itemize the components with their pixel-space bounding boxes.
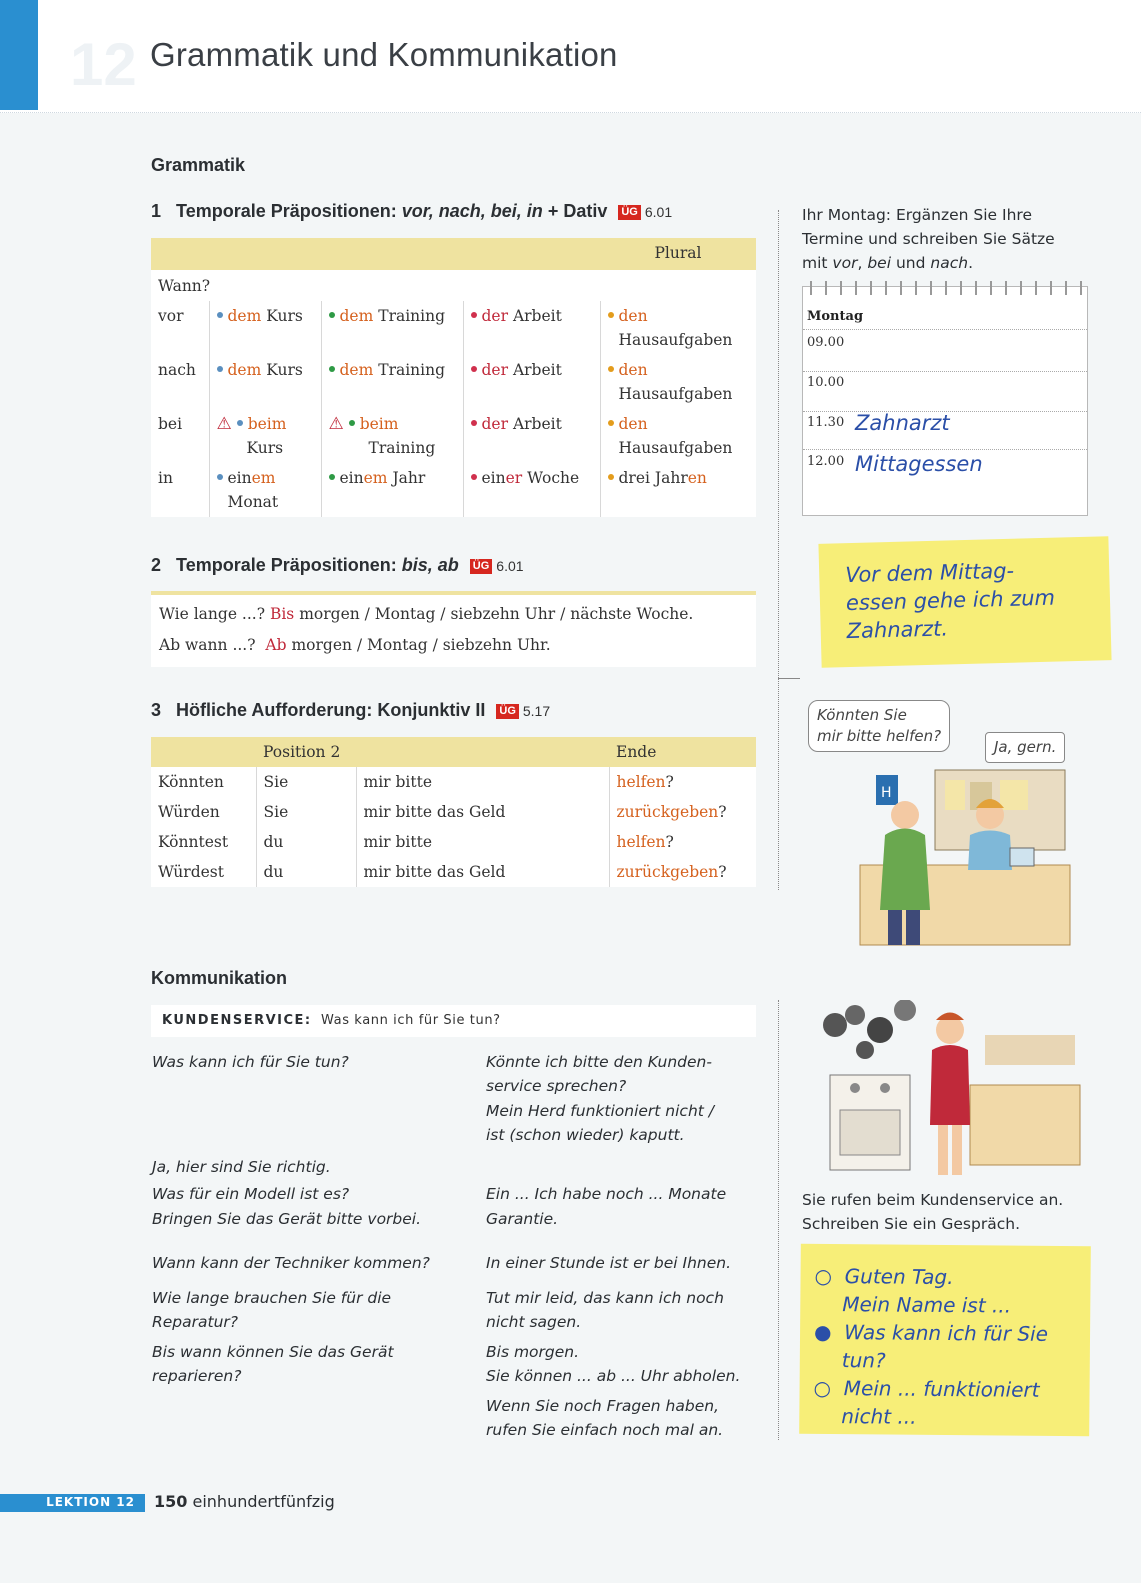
keyword: Ab bbox=[265, 636, 287, 654]
calendar-page bbox=[802, 286, 1088, 516]
ug-badge: ÜG bbox=[618, 205, 641, 220]
bar-text: Was kann ich für Sie tun? bbox=[321, 1013, 501, 1028]
calendar-time: 12.00 bbox=[807, 454, 845, 469]
ug-badge: ÜG bbox=[470, 559, 493, 574]
task-word: bei bbox=[867, 254, 892, 272]
section-title: Höfliche Aufforderung: Konjunktiv II bbox=[176, 700, 486, 720]
grammatik-heading: Grammatik bbox=[151, 155, 246, 175]
phrase: rufen Sie einfach noch mal an. bbox=[486, 1421, 724, 1439]
task-text: und bbox=[895, 254, 926, 272]
article: dem bbox=[227, 361, 262, 379]
prep-cell: vor bbox=[158, 307, 184, 325]
page-title: Grammatik und Kommunikation bbox=[150, 36, 618, 73]
middle: mir bitte das Geld bbox=[356, 797, 609, 827]
phrase: Reparatur? bbox=[152, 1313, 239, 1331]
table-row bbox=[151, 857, 756, 887]
praepositionen-table bbox=[151, 238, 756, 517]
plural-header: Plural bbox=[654, 244, 702, 262]
phrase: Könnte ich bitte den Kunden- bbox=[486, 1053, 712, 1071]
task-line: Schreiben Sie ein Gespräch. bbox=[802, 1215, 1020, 1233]
kundenservice-bar bbox=[151, 1005, 756, 1037]
speech-bubble-clerk: Ja, gern. bbox=[985, 732, 1065, 763]
section-title-words: bis, ab bbox=[401, 555, 459, 575]
subject: du bbox=[256, 827, 356, 857]
subject: Sie bbox=[256, 797, 356, 827]
ug-badge: ÜG bbox=[496, 704, 519, 719]
task-word: vor bbox=[832, 254, 858, 272]
phrase: Was für ein Modell ist es? bbox=[152, 1185, 350, 1203]
task-text: . bbox=[968, 254, 973, 272]
verb: Würden bbox=[158, 803, 220, 821]
task-line: Ihr Montag: Ergänzen Sie Ihre bbox=[802, 206, 1032, 224]
section-2-title bbox=[151, 555, 524, 576]
konjunktiv-table bbox=[151, 737, 756, 887]
noun: Training bbox=[368, 439, 436, 457]
middle: mir bitte bbox=[356, 827, 609, 857]
calendar-day: Montag bbox=[807, 309, 864, 324]
note-line: Guten Tag. bbox=[844, 1264, 954, 1290]
section-number: 3 bbox=[151, 700, 162, 720]
task-text: , bbox=[857, 254, 863, 272]
example: morgen / Montag / siebzehn Uhr / nächste Woche. bbox=[299, 605, 694, 623]
noun: Hausaufgaben bbox=[618, 331, 733, 349]
article: der bbox=[481, 307, 509, 325]
calendar-entry: Mittagessen bbox=[855, 452, 983, 476]
middle: mir bitte bbox=[356, 767, 609, 797]
chapter-color-tab bbox=[0, 0, 38, 110]
punct: ? bbox=[718, 863, 727, 881]
phrase: Bis morgen. bbox=[486, 1343, 580, 1361]
verb: Könnten bbox=[158, 773, 224, 791]
phrase: Wann kann der Techniker kommen? bbox=[152, 1254, 430, 1272]
article-ending: er bbox=[505, 469, 523, 487]
article: dem bbox=[339, 307, 374, 325]
article-ending: em bbox=[363, 469, 388, 487]
bubble-line: mir bitte helfen? bbox=[817, 727, 942, 745]
broken-stove-illustration bbox=[810, 1000, 1090, 1180]
noun: Training bbox=[378, 307, 446, 325]
chapter-number-watermark: 12 bbox=[70, 31, 137, 98]
article: dem bbox=[227, 307, 262, 325]
section-title-prefix: Temporale Präpositionen: bbox=[176, 201, 397, 221]
article-ending: em bbox=[251, 469, 276, 487]
verb: Könntest bbox=[158, 833, 229, 851]
noun: Woche bbox=[527, 469, 580, 487]
phrase: Tut mir leid, das kann ich noch bbox=[486, 1289, 724, 1307]
table-row bbox=[151, 355, 756, 409]
note-text bbox=[845, 556, 1056, 645]
noun-ending: en bbox=[687, 469, 707, 487]
note-line: Mein ... funktioniert bbox=[843, 1376, 1040, 1402]
noun: Training bbox=[378, 361, 446, 379]
article: der bbox=[481, 361, 509, 379]
end-verb: helfen bbox=[616, 833, 666, 851]
end-verb: helfen bbox=[616, 773, 666, 791]
calendar-entry: Zahnarzt bbox=[855, 411, 950, 435]
kommunikation-heading: Kommunikation bbox=[151, 968, 288, 988]
warning-icon: ⚠ bbox=[328, 414, 344, 434]
customer-service-illustration bbox=[840, 760, 1080, 950]
phrase: In einer Stunde ist er bei Ihnen. bbox=[486, 1254, 732, 1272]
task-line: Sie rufen beim Kundenservice an. bbox=[802, 1191, 1064, 1209]
noun: Kurs bbox=[246, 439, 284, 457]
svg-text:H: H bbox=[881, 785, 892, 801]
wann-label: Wann? bbox=[158, 277, 211, 295]
article-stem: ein bbox=[227, 469, 252, 487]
calendar-time: 09.00 bbox=[807, 335, 845, 350]
prep-cell: nach bbox=[158, 361, 196, 379]
table-row bbox=[151, 409, 756, 463]
page-number-words: einhundertfünfzig bbox=[192, 1492, 335, 1511]
punct: ? bbox=[665, 773, 674, 791]
section-title-prefix: Temporale Präpositionen: bbox=[176, 555, 397, 575]
note-line: tun? bbox=[841, 1348, 886, 1373]
phrase: Garantie. bbox=[486, 1210, 559, 1228]
phrase: Sie können ... ab ... Uhr abholen. bbox=[486, 1367, 741, 1385]
middle: mir bitte das Geld bbox=[356, 857, 609, 887]
table-row bbox=[151, 463, 756, 517]
article: dem bbox=[339, 361, 374, 379]
question: Wie lange ...? bbox=[159, 605, 266, 623]
page-number-digits: 150 bbox=[154, 1492, 188, 1511]
table-row bbox=[151, 767, 756, 797]
article: den bbox=[618, 361, 648, 379]
hollow-bullet-icon: ○ bbox=[814, 1263, 833, 1289]
sidebar-task-2 bbox=[802, 1188, 1063, 1236]
phrase: ist (schon wieder) kaputt. bbox=[486, 1126, 685, 1144]
article: der bbox=[481, 415, 509, 433]
section-number: 1 bbox=[151, 201, 162, 221]
hollow-bullet-icon: ○ bbox=[813, 1375, 832, 1401]
ende-header: Ende bbox=[616, 743, 657, 761]
noun: Kurs bbox=[266, 307, 303, 325]
noun: Monat bbox=[227, 493, 279, 511]
question: Ab wann ...? bbox=[159, 636, 256, 654]
note-line: nicht ... bbox=[841, 1404, 917, 1429]
ug-reference: 6.01 bbox=[644, 204, 673, 220]
end-verb: zurückgeben bbox=[616, 863, 719, 881]
page-number bbox=[154, 1492, 335, 1511]
note-line: Vor dem Mittag- bbox=[844, 558, 1015, 588]
prep-cell: bei bbox=[158, 415, 183, 433]
article: den bbox=[618, 307, 648, 325]
punct: ? bbox=[718, 803, 727, 821]
noun: Hausaufgaben bbox=[618, 439, 733, 457]
punct: ? bbox=[665, 833, 674, 851]
calendar-time: 10.00 bbox=[807, 375, 845, 390]
task-text: mit bbox=[802, 254, 828, 272]
sticky-note-2 bbox=[799, 1244, 1091, 1437]
verb: Würdest bbox=[158, 863, 224, 881]
article: den bbox=[618, 415, 648, 433]
warning-icon: ⚠ bbox=[216, 414, 232, 434]
article-stem: ein bbox=[481, 469, 506, 487]
bis-ab-box bbox=[151, 591, 756, 667]
sticky-note-1 bbox=[818, 536, 1111, 668]
article: beim bbox=[247, 415, 287, 433]
section-title-words: vor, nach, bei, in bbox=[401, 201, 543, 221]
section-3-title bbox=[151, 700, 550, 721]
note-line: essen gehe ich zum bbox=[845, 585, 1056, 616]
section-number: 2 bbox=[151, 555, 162, 575]
table-row bbox=[151, 301, 756, 355]
calendar-time: 11.30 bbox=[807, 415, 845, 430]
speech-bubble-customer bbox=[808, 700, 950, 752]
phrase: Was kann ich für Sie tun? bbox=[152, 1053, 349, 1071]
ab-row bbox=[159, 636, 551, 654]
filled-bullet-icon: ● bbox=[813, 1319, 832, 1345]
table-row bbox=[151, 797, 756, 827]
phrase: Mein Herd funktioniert nicht / bbox=[486, 1102, 714, 1120]
bar-label: KUNDENSERVICE: bbox=[162, 1013, 312, 1028]
section-title-suffix: + Dativ bbox=[547, 201, 608, 221]
phrase: service sprechen? bbox=[486, 1077, 627, 1095]
position-2-header: Position 2 bbox=[263, 743, 341, 761]
sidebar-task-1 bbox=[802, 203, 1102, 275]
phrase: Ein ... Ich habe noch ... Monate bbox=[486, 1185, 727, 1203]
lektion-label: LEKTION 12 bbox=[46, 1495, 135, 1509]
column-divider bbox=[778, 1000, 779, 1440]
end-verb: zurückgeben bbox=[616, 803, 719, 821]
noun: Kurs bbox=[266, 361, 303, 379]
prep-cell: in bbox=[158, 469, 173, 487]
bubble-line: Könnten Sie bbox=[817, 706, 907, 724]
noun: Arbeit bbox=[512, 415, 562, 433]
phrase: Bis wann können Sie das Gerät bbox=[152, 1343, 394, 1361]
ug-reference: 6.01 bbox=[496, 558, 524, 574]
task-line: Termine und schreiben Sie Sätze bbox=[802, 230, 1055, 248]
section-1-title bbox=[151, 201, 672, 222]
note-text bbox=[813, 1262, 1048, 1432]
note-line: Zahnarzt. bbox=[846, 616, 949, 644]
note-line: Mein Name ist ... bbox=[842, 1292, 1012, 1318]
article-stem: ein bbox=[339, 469, 364, 487]
article: beim bbox=[359, 415, 399, 433]
keyword: Bis bbox=[269, 605, 295, 623]
subject: du bbox=[256, 857, 356, 887]
phrase: Ja, hier sind Sie richtig. bbox=[152, 1158, 331, 1176]
table-row bbox=[151, 827, 756, 857]
task-word: nach bbox=[930, 254, 969, 272]
noun: Arbeit bbox=[512, 361, 562, 379]
note-line: Was kann ich für Sie bbox=[844, 1320, 1049, 1346]
example: morgen / Montag / siebzehn Uhr. bbox=[291, 636, 551, 654]
phrase: reparieren? bbox=[152, 1367, 242, 1385]
phrase: nicht sagen. bbox=[486, 1313, 582, 1331]
phrase: Bringen Sie das Gerät bitte vorbei. bbox=[152, 1210, 422, 1228]
ug-reference: 5.17 bbox=[522, 703, 551, 719]
phrase: Wie lange brauchen Sie für die bbox=[152, 1289, 392, 1307]
phrase: Wenn Sie noch Fragen haben, bbox=[486, 1397, 719, 1415]
calendar-rings bbox=[803, 281, 1087, 295]
noun: Hausaufgaben bbox=[618, 385, 733, 403]
noun: Arbeit bbox=[512, 307, 562, 325]
lektion-tab bbox=[0, 1494, 145, 1512]
noun: Jahr bbox=[392, 469, 426, 487]
column-divider bbox=[778, 210, 779, 890]
bis-row bbox=[159, 605, 693, 623]
subject: Sie bbox=[256, 767, 356, 797]
divider-tick bbox=[778, 678, 800, 679]
noun-stem: drei Jahr bbox=[618, 469, 688, 487]
